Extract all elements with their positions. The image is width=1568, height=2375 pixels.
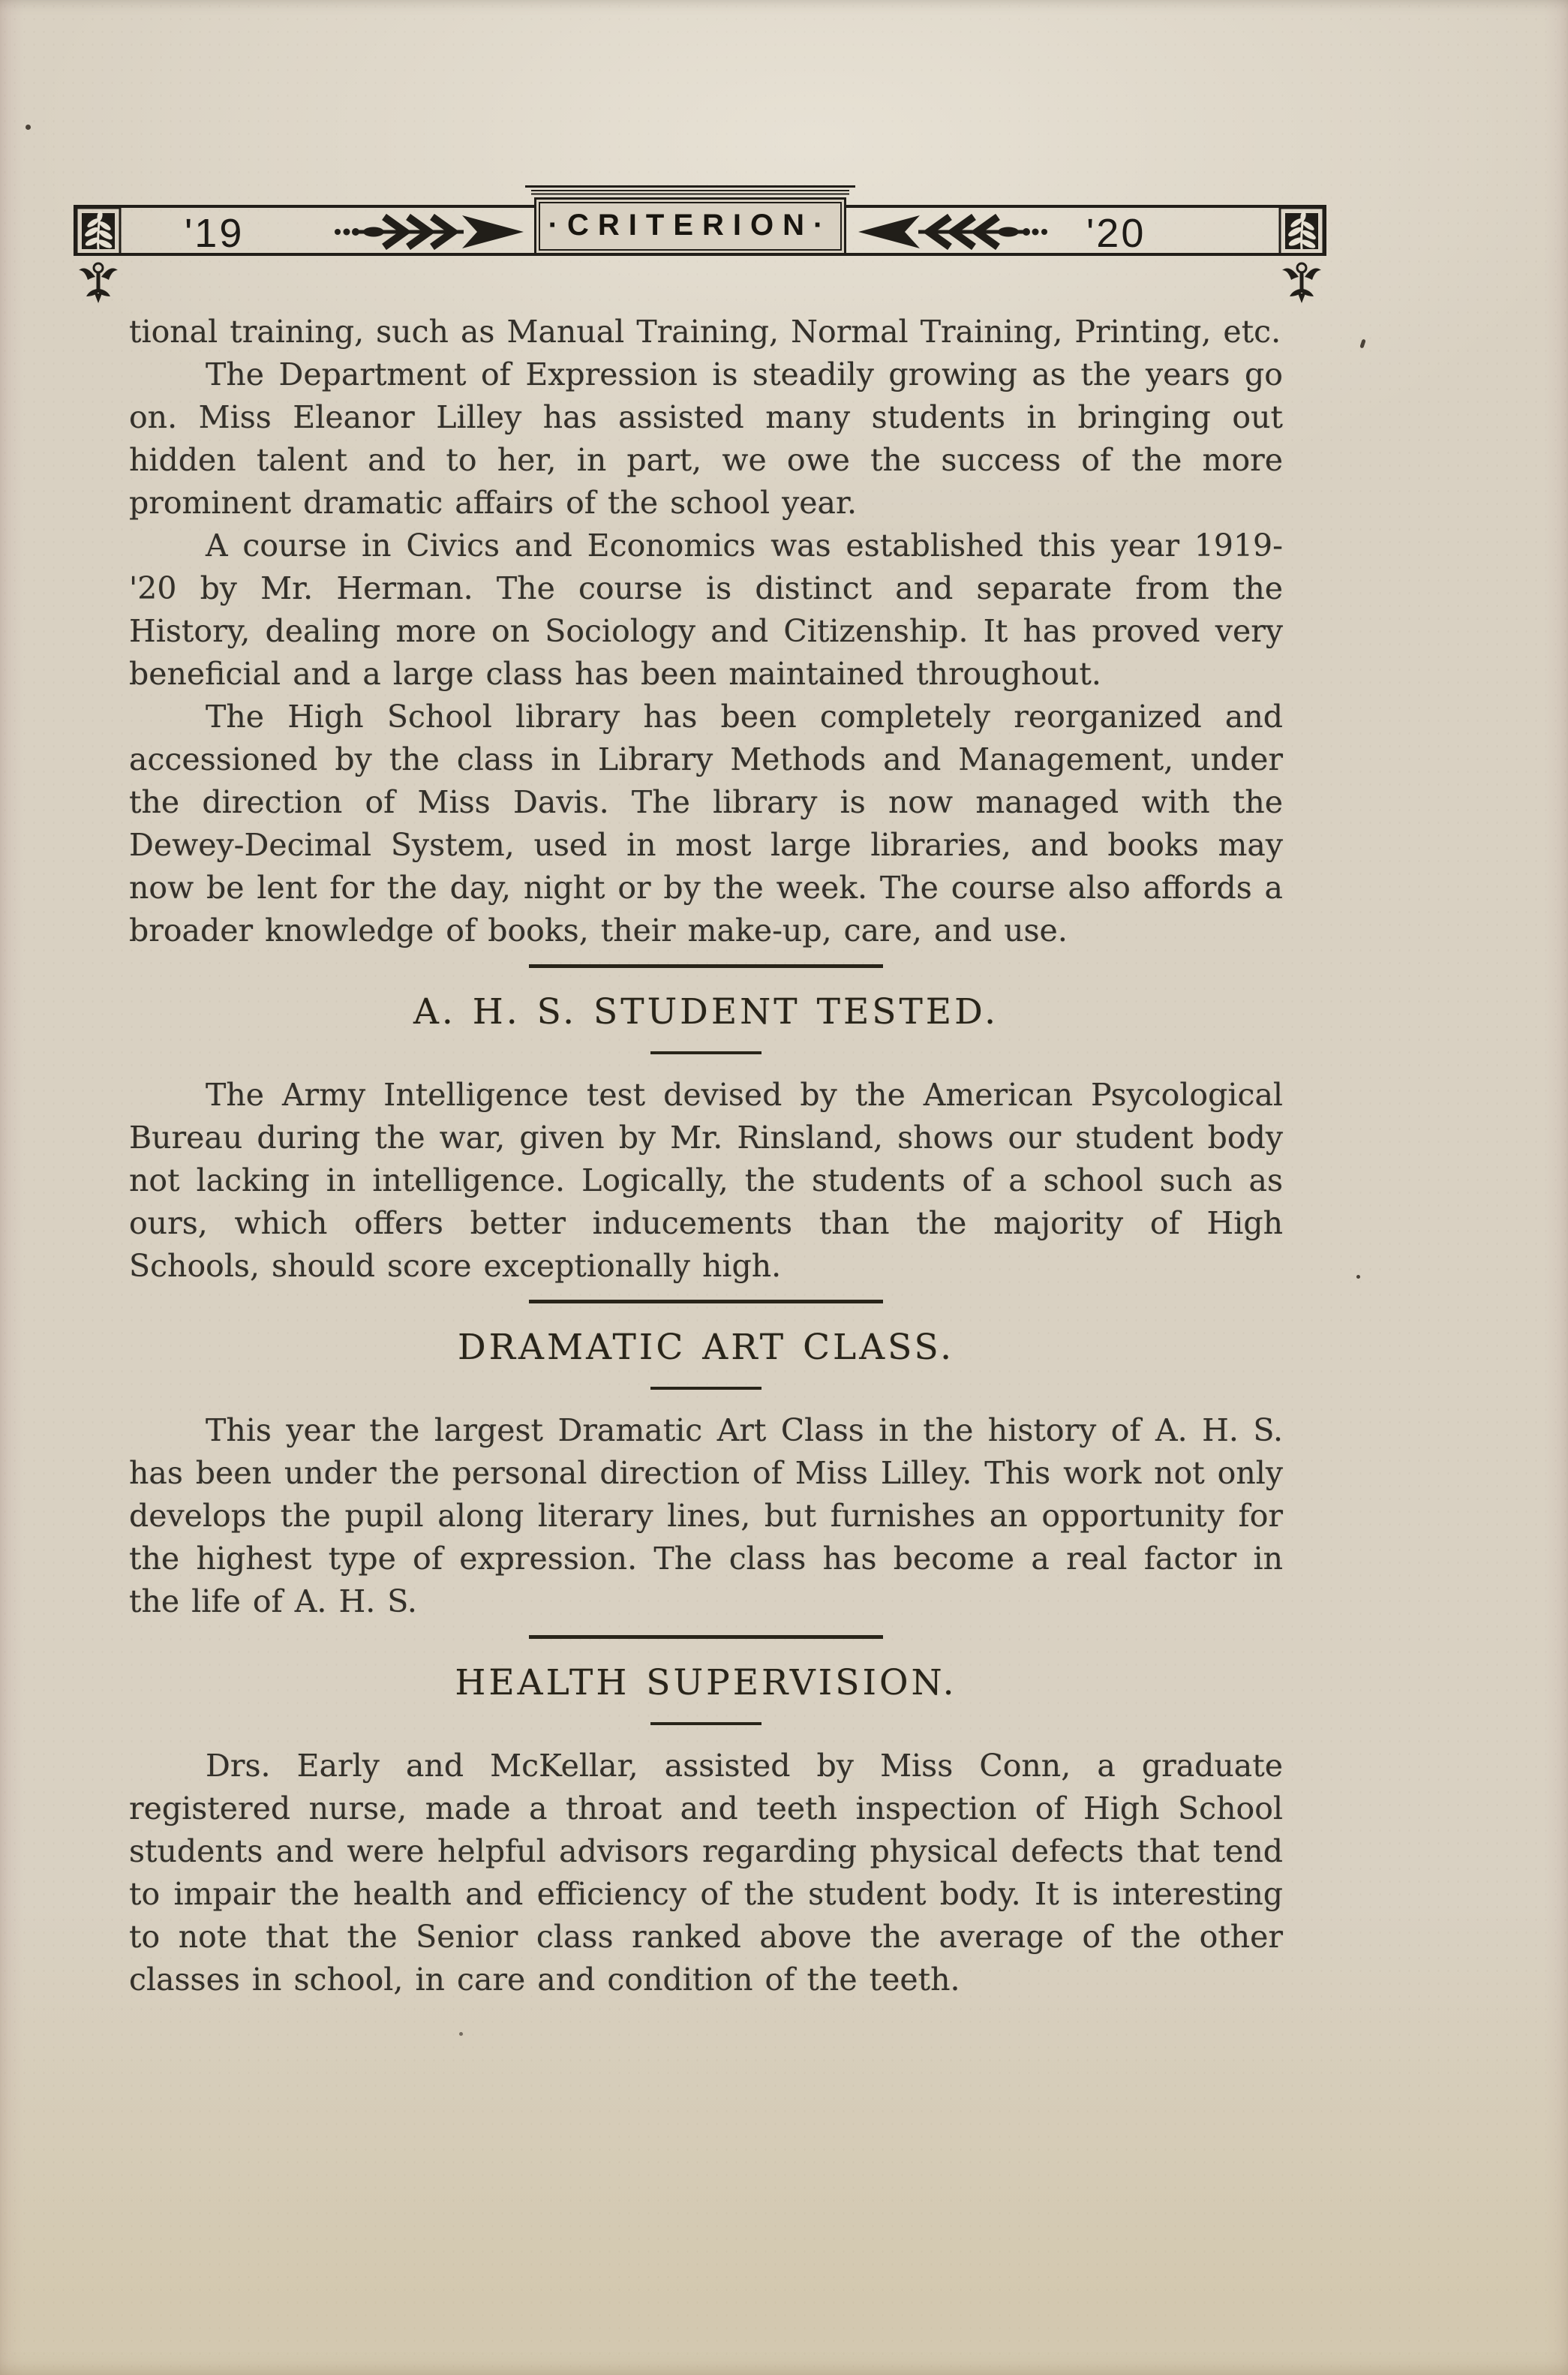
title-frame [534,197,846,255]
paragraph-civics-economics: A course in Civics and Economics was established this year 1919-'20 by Mr. Herman. The course is distinct and separate from the History, dealing more on Sociology and Citizenship. It has proved very beneficial and a large class has been maintained throughout. [129,528,1283,692]
title-roof-hatch [531,190,849,196]
scan-speck [1356,1275,1360,1279]
year-right-label: '20 [1086,211,1146,256]
scan-speck [1359,339,1365,349]
heading-underline-rule [650,1051,761,1054]
scan-speck [459,2032,463,2036]
masthead-title: ·CRITERION· [548,209,833,242]
paragraph-army-intelligence-test: The Army Intelligence test devised by the American Psycological Bureau during the war, given by Mr. Rinsland, shows our student body not lacking in intelligence. Logically, the students of a school such as ours, which offers better inducements than the majority of High Schools, should score exceptionally high. [129,1077,1283,1284]
title-roof-line [525,185,855,188]
year-left-label: '19 [185,211,245,256]
section-divider-rule [529,964,883,968]
paragraph-expression-department: The Department of Expression is steadily growing as the years go on. Miss Eleanor Lilley has assisted many students in bringing out hidden talent and to her, in part, we owe the success of the more prominent dramatic affairs of the school year. [129,356,1283,521]
arrow-ornament-right-icon [333,211,531,253]
leaf-ornament-left-icon [75,206,122,256]
section-divider-rule [529,1300,883,1303]
heading-dramatic-art-class: DRAMATIC ART CLASS. [457,1327,955,1368]
paragraph-vocational-continuation: tional training, such as Manual Training, Normal Training, Printing, etc. [129,314,1281,350]
scan-speck [26,125,31,130]
page-body [129,311,1283,2001]
heading-student-tested: A. H. S. STUDENT TESTED. [413,991,999,1033]
leaf-ornament-right-icon [1278,206,1325,256]
heading-underline-rule [650,1722,761,1725]
masthead-title-box [525,185,855,255]
arrow-ornament-left-icon [851,211,1049,253]
heading-underline-rule [650,1387,761,1390]
bud-ornament-left-icon [77,258,119,303]
paragraph-library: The High School library has been completely reorganized and accessioned by the class in Library Methods and Management, under the direction of Miss Davis. The library is now managed with the Dewey-Decimal System, used in most large libraries, and books may now be lent for the day, night or by the week. The course also affords a broader knowledge of books, their make-up, care, and use. [129,699,1283,948]
bud-ornament-right-icon [1281,258,1323,303]
heading-health-supervision: HEALTH SUPERVISION. [455,1662,957,1703]
paragraph-dramatic-art: This year the largest Dramatic Art Class in the history of A. H. S. has been under the personal direction of Miss Lilley. This work not only develops the pupil along literary lines, but furnishes an opportunity for the highest type of expression. The class has become a real factor in the life of A. H. S. [129,1412,1283,1619]
paragraph-health-supervision: Drs. Early and McKellar, assisted by Miss Conn, a graduate registered nurse, made a throat and teeth inspection of High School students and were helpful advisors regarding physical defects that tend to impair the health and efficiency of the student body. It is interesting to note that the Senior class ranked above the average of the other classes in school, in care and condition of the teeth. [129,1748,1283,1998]
section-divider-rule [529,1635,883,1639]
